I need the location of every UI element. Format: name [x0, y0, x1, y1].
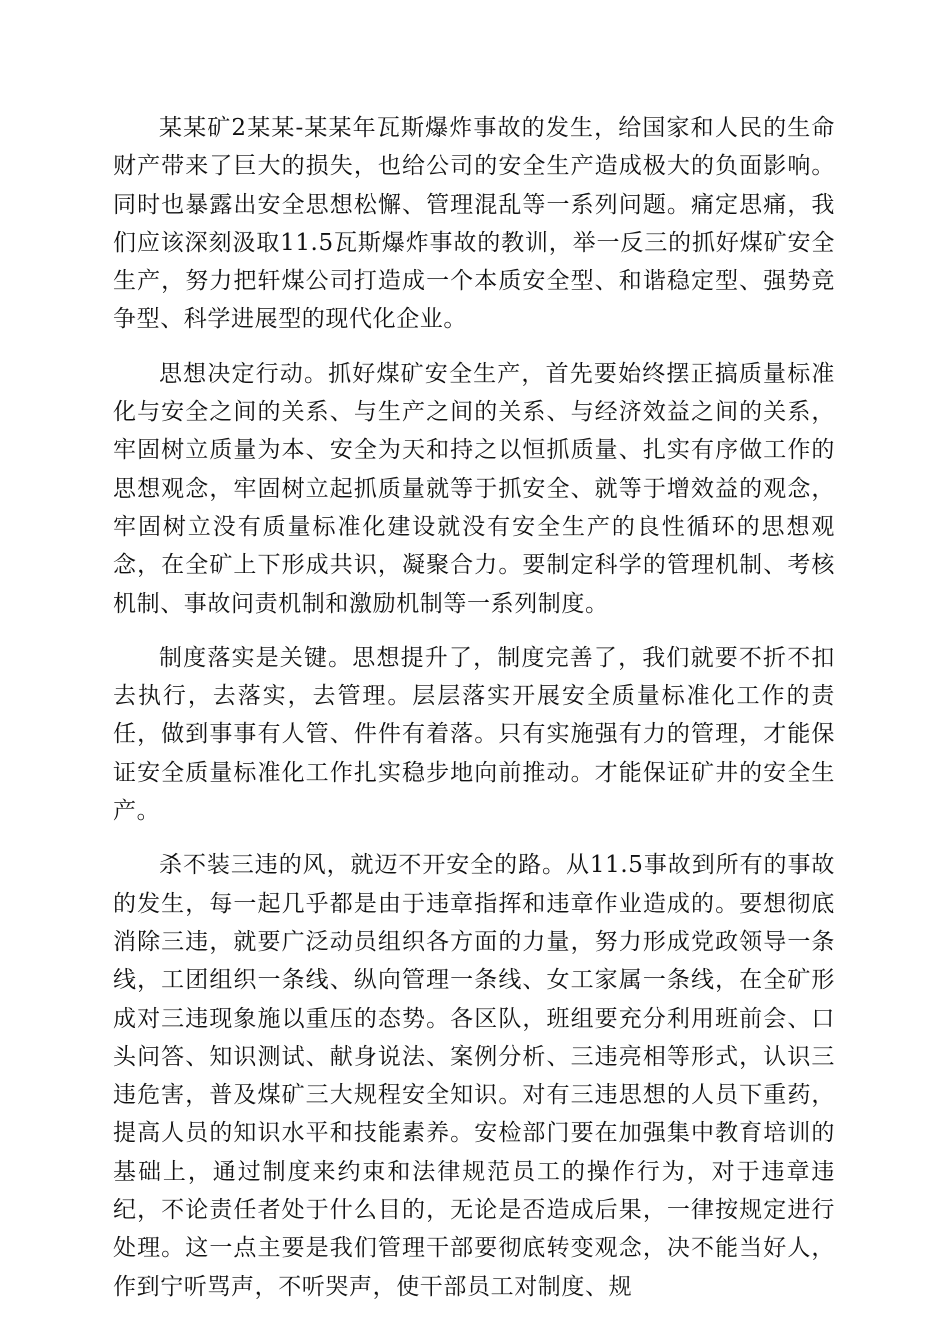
- paragraph-2: 思想决定行动。抓好煤矿安全生产，首先要始终摆正搞质量标准化与安全之间的关系、与生产之间的关系、与经济效益之间的关系，牢固树立质量为本、安全为天和持之以恒抓质量、扎实有序做工作的思想观念，牢固树立起抓质量就等于抓安全、就等于增效益的观念，牢固树立没有质量标准化建设就没有安全生产的良性循环的思想观念，在全矿上下形成共识，凝聚合力。要制定科学的管理机制、考核机制、事故问责机制和激励机制等一系列制度。: [113, 360, 835, 617]
- paragraph-1: 某某矿2某某-某某年瓦斯爆炸事故的发生，给国家和人民的生命财产带来了巨大的损失，也给公司的安全生产造成极大的负面影响。同时也暴露出安全思想松懈、管理混乱等一系列问题。痛定思痛，我们应该深刻汲取11.5瓦斯爆炸事故的教训，举一反三的抓好煤矿安全生产，努力把轩煤公司打造成一个本质安全型、和谐稳定型、强势竞争型、科学进展型的现代化企业。: [113, 115, 835, 333]
- paragraph-4: 杀不装三违的风，就迈不开安全的路。从11.5事故到所有的事故的发生，每一起几乎都是由于违章指挥和违章作业造成的。要想彻底消除三违，就要广泛动员组织各方面的力量，努力形成党政领导一条线，工团组织一条线、纵向管理一条线、女工家属一条线，在全矿形成对三违现象施以重压的态势。各区队，班组要充分利用班前会、口头问答、知识测试、献身说法、案例分析、三违亮相等形式，认识三违危害，普及煤矿三大规程安全知识。对有三违思想的人员下重药，提高人员的知识水平和技能素养。安检部门要在加强集中教育培训的基础上，通过制度来约束和法律规范员工的操作行为，对于违章违纪，不论责任者处于什么目的，无论是否造成后果，一律按规定进行处理。这一点主要是我们管理干部要彻底转变观念，决不能当好人，作到宁听骂声，不听哭声，使干部员工对制度、规: [113, 852, 835, 1300]
- document-body: [113, 109, 835, 1322]
- paragraph-3: 制度落实是关键。思想提升了，制度完善了，我们就要不折不扣去执行，去落实，去管理。层层落实开展安全质量标准化工作的责任，做到事事有人管、件件有着落。只有实施强有力的管理，才能保证安全质量标准化工作扎实稳步地向前推动。才能保证矿井的安全生产。: [113, 644, 835, 825]
